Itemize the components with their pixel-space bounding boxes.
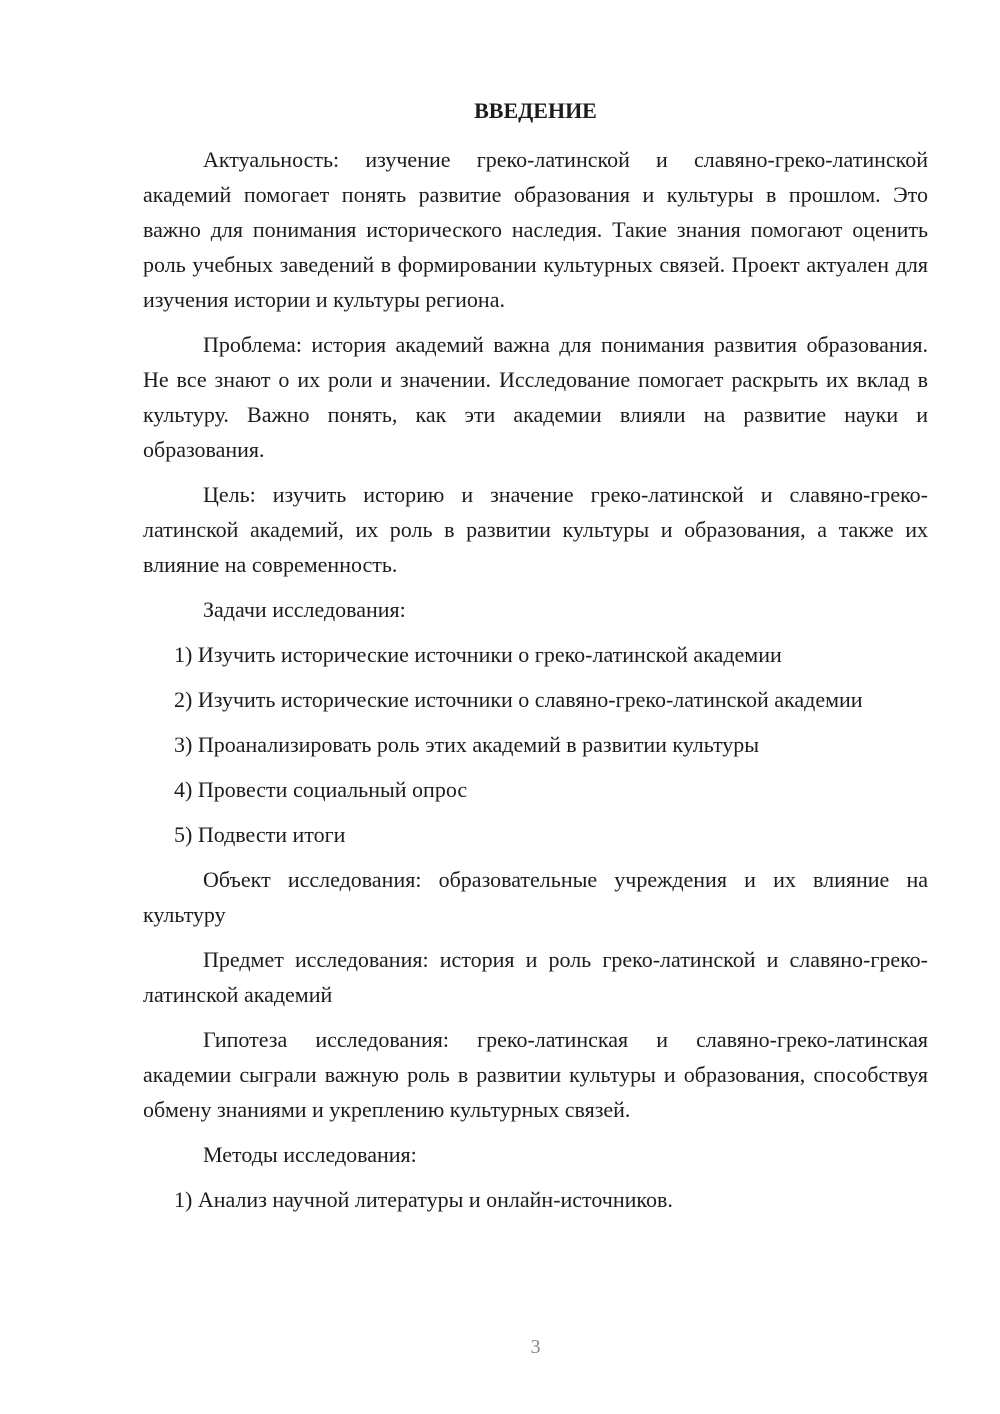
task-item: 4) Провести социальный опрос: [174, 777, 468, 802]
document-body: [143, 142, 928, 1217]
paragraph-goal: Цель: изучить историю и значение греко-латинской и славяно-греко-латинской академий, их роль в развитии культуры и образования, а также их влияние на современность.: [143, 482, 928, 577]
task-item: 2) Изучить исторические источники о славяно-греко-латинской академии: [174, 687, 863, 712]
task-item: 5) Подвести итоги: [174, 822, 346, 847]
page-number: 3: [530, 1336, 541, 1358]
document-page: [143, 0, 928, 1414]
methods-heading: Методы исследования:: [203, 1142, 417, 1167]
task-item: 1) Изучить исторические источники о греко-латинской академии: [174, 642, 782, 667]
paragraph-object: Объект исследования: образовательные учреждения и их влияние на культуру: [143, 867, 928, 927]
page-title: ВВЕДЕНИЕ: [474, 98, 597, 123]
method-item: 1) Анализ научной литературы и онлайн-источников.: [174, 1187, 673, 1212]
paragraph-subject: Предмет исследования: история и роль греко-латинской и славяно-греко-латинской академий: [143, 947, 928, 1007]
paragraph-relevance: Актуальность: изучение греко-латинской и славяно-греко-латинской академий помогает понять развитие образования и культуры в прошлом. Это важно для понимания исторического наследия. Такие знания помогают оценить роль учебных заведений в формировании культурных связей. Проект актуален для изучения истории и культуры региона.: [143, 147, 928, 312]
paragraph-problem: Проблема: история академий важна для понимания развития образования. Не все знают о их роли и значении. Исследование помогает раскрыть их вклад в культуру. Важно понять, как эти академии влияли на развитие науки и образования.: [143, 332, 928, 462]
paragraph-hypothesis: Гипотеза исследования: греко-латинская и славяно-греко-латинская академии сыграли важную роль в развитии культуры и образования, способствуя обмену знаниями и укреплению культурных связей.: [143, 1027, 928, 1122]
task-item: 3) Проанализировать роль этих академий в развитии культуры: [174, 732, 760, 757]
tasks-heading: Задачи исследования:: [203, 597, 406, 622]
